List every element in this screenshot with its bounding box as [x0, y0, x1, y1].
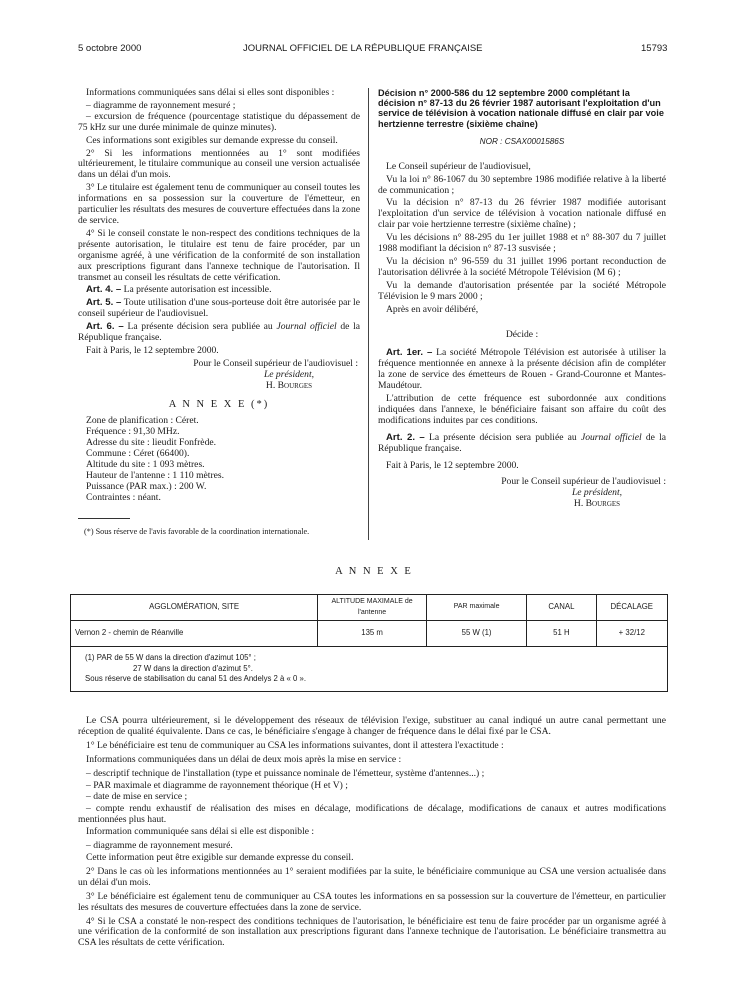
signature-role: Le président,: [263, 368, 315, 380]
article-text: La présente décision sera publiée au: [127, 321, 273, 333]
annex-line: Zone de planification : Céret.: [86, 415, 199, 427]
article-6: [78, 322, 360, 344]
annex-2-title: A N N E X E: [335, 566, 413, 577]
table-notes-row: [71, 647, 668, 692]
footnote-rule: [78, 518, 130, 519]
annex-line: Fréquence : 91,30 MHz.: [86, 426, 180, 438]
paragraph: – compte rendu exhaustif de réalisation des mises en décalage, modifications de décalage, modifications de canaux et autres modifications mentionnées plus haut.: [78, 803, 666, 826]
article-text: de la République française.: [78, 321, 360, 344]
column-header: PAR maximale: [426, 595, 526, 621]
table-cell: 55 W (1): [426, 621, 526, 647]
article-5: [78, 298, 360, 320]
table-note: 27 W dans la direction d'azimut 5°.: [133, 663, 253, 673]
article-label: Art. 1er. –: [386, 347, 433, 359]
annex-line: Commune : Céret (66400).: [86, 448, 190, 460]
signature-name: H. Bourges: [265, 379, 313, 391]
table-note: Sous réserve de stabilisation du canal 51 des Andelys 2 à « 0 ».: [85, 674, 307, 683]
nor-reference: NOR : CSAX0001586S: [479, 136, 565, 146]
header-page-number: 15793: [641, 43, 668, 54]
decide-heading: Décide :: [505, 328, 539, 340]
signature-role: Le président,: [571, 487, 623, 499]
paragraph: – descriptif technique de l'installation (type et puissance nominale de l'émetteur, système d'antennes...) ;: [86, 767, 485, 779]
right-column: [378, 88, 666, 510]
paragraph: 2° Si les informations mentionnées au 1° sont modifiées ultérieurement, le titulaire communique au conseil une version actualisée dans un délai d'un mois.: [78, 147, 360, 181]
annex-line: Altitude du site : 1 093 mètres.: [86, 459, 205, 471]
column-header: DÉCALAGE: [596, 595, 667, 621]
paragraph: 3° Le titulaire est également tenu de communiquer au conseil toutes les informations en sa possession sur la couverture de l'émetteur, en particulier les résultats des mesures de couverture effectuées dans la zone de service.: [78, 182, 360, 226]
table-header-row: [71, 595, 668, 621]
article-2: [378, 433, 666, 455]
article-label: Art. 5. –: [86, 297, 122, 309]
paragraph: Ces informations sont exigibles sur demande expresse du conseil.: [86, 134, 338, 146]
decision-title: Décision n° 2000-586 du 12 septembre 2000 complétant la décision n° 87-13 du 26 février 1987 autorisant l'exploitation d'un service de télévision à vocation nationale diffusé en clair par voie hertzienne terrestre (sixième chaîne): [378, 88, 664, 129]
article-text: La présente autorisation est incessible.: [123, 284, 272, 296]
header-date: 5 octobre 2000: [78, 43, 142, 54]
journal-officiel-italic: Journal officiel: [580, 431, 642, 443]
table-cell: Vernon 2 - chemin de Réanville: [71, 621, 318, 647]
article-text: Toute utilisation d'une sous-porteuse doit être autorisée par le conseil supérieur de l'audiovisuel.: [78, 297, 360, 320]
signature-name: H. Bourges: [573, 498, 621, 510]
annex-line: Puissance (PAR max.) : 200 W.: [86, 480, 207, 492]
recital: Le Conseil supérieur de l'audiovisuel,: [386, 160, 531, 172]
annex-line: Contraintes : néant.: [86, 491, 161, 503]
article-1: [378, 348, 666, 392]
paragraph: 3° Le bénéficiaire est également tenu de communiquer au CSA toutes les informations en sa possession sur la couverture de l'émetteur, en particulier les résultats des mesures de couverture effectuées dans la zone de service.: [78, 890, 666, 913]
annex-details: [78, 416, 360, 503]
paragraph: 4° Si le CSA a constaté le non-respect des conditions techniques de l'autorisation, le bénéficiaire est tenu de faire procéder par un organisme agréé à une vérification de la conformité de son installation aux prescriptions figurant dans l'annexe technique de l'autorisation. Le bénéficiaire transmettra au CSA les résultats de cette vérification.: [78, 915, 666, 949]
paragraph: Information communiquée sans délai si elle est disponible :: [86, 826, 315, 838]
paragraph: Cette information peut être exigible sur demande expresse du conseil.: [86, 851, 354, 863]
article-label: Art. 2. –: [386, 431, 425, 443]
paragraph: – PAR maximale et diagramme de rayonnement théorique (H et V) ;: [86, 779, 348, 791]
list-item: – excursion de fréquence (pourcentage statistique du dépassement de 75 kHz sur une durée minimale de quinze minutes).: [78, 110, 360, 133]
recital: Vu les décisions n° 88-295 du 1er juillet 1988 et n° 88-307 du 7 juillet 1988 modifiant la décision n° 87-13 susvisée ;: [378, 232, 666, 255]
recital: Vu la décision n° 87-13 du 26 février 1987 modifiée autorisant l'exploitation d'un service de télévision à vocation nationale diffusé en clair par voie hertzienne terrestre (sixième chaîne) ;: [378, 197, 666, 231]
bottom-text: [78, 716, 666, 952]
paragraph: – diagramme de rayonnement mesuré.: [86, 840, 233, 852]
paragraph: Le CSA pourra ultérieurement, si le développement des réseaux de télévision l'exige, substituer au canal indiqué un autre canal permettant une réception de qualité équivalente. Dans ce cas, le bénéficiaire s'engage à changer de fréquence dans le délai fixé par le CSA.: [78, 715, 666, 737]
fait-a-paris: Fait à Paris, le 12 septembre 2000.: [386, 459, 519, 471]
paragraph: Informations communiquées sans délai si elles sont disponibles :: [86, 87, 335, 98]
paragraph: L'attribution de cette fréquence est subordonnée aux conditions indiquées dans l'annexe, le bénéficiaire faisant son affaire du coût des modifications induites par ces conditions.: [378, 393, 666, 426]
table-cell: + 32/12: [596, 621, 667, 647]
recital: Après en avoir délibéré,: [386, 303, 479, 315]
column-header: AGGLOMÉRATION, SITE: [71, 595, 318, 621]
table-notes: [71, 647, 668, 692]
header-journal: JOURNAL OFFICIEL DE LA RÉPUBLIQUE FRANÇAISE: [243, 43, 483, 54]
paragraph: 1° Le bénéficiaire est tenu de communiquer au CSA les informations suivantes, dont il attestera l'exactitude :: [86, 739, 504, 751]
left-column: [78, 88, 360, 504]
annex-line: Adresse du site : lieudit Fonfrède.: [86, 437, 217, 449]
article-text: de la République française.: [378, 431, 666, 454]
fait-a-paris: Fait à Paris, le 12 septembre 2000.: [86, 344, 219, 356]
paragraph: 2° Dans le cas où les informations mentionnées au 1° seraient modifiées par la suite, le bénéficiaire communique au CSA une version actualisée dans un délai d'un mois.: [78, 865, 666, 888]
table-cell: 135 m: [318, 621, 427, 647]
list-item: – diagramme de rayonnement mesuré ;: [86, 99, 236, 111]
article-4: [78, 285, 360, 296]
signature-line: Pour le Conseil supérieur de l'audiovisuel :: [193, 357, 358, 369]
article-label: Art. 6. –: [86, 321, 124, 333]
paragraph: 4° Si le conseil constate le non-respect des conditions techniques de la présente autorisation, le titulaire est tenu de faire procéder, par un organisme agréé, à une vérification de la conformité de son installation aux prescriptions figurant dans l'annexe technique de l'autorisation. Il transmet au conseil les résultats de cette vérification.: [78, 227, 360, 283]
journal-officiel-italic: Journal officiel: [276, 321, 337, 333]
paragraph: – date de mise en service ;: [86, 791, 188, 803]
column-separator: [368, 88, 369, 540]
table-row: [71, 621, 668, 647]
table-cell: 51 H: [527, 621, 596, 647]
annex-title: A N N E X E (*): [168, 398, 270, 410]
footnote: (*) Sous réserve de l'avis favorable de la coordination internationale.: [84, 527, 310, 536]
annex-line: Hauteur de l'antenne : 1 110 mètres.: [86, 470, 225, 481]
column-header: CANAL: [527, 595, 596, 621]
article-text: La présente décision sera publiée au: [428, 431, 577, 443]
recitals: [378, 162, 666, 316]
annex-table: [70, 594, 668, 692]
article-text: La société Métropole Télévision est autorisée à utiliser la fréquence mentionnée en annexe à la présente décision afin de compléter la zone de service des émetteurs de Rouen - Grand-Couronne et Mantes-Maudétour.: [378, 347, 666, 392]
paragraph: Informations communiquées dans un délai de deux mois après la mise en service :: [86, 753, 402, 765]
article-label: Art. 4. –: [86, 284, 122, 296]
recital: Vu la loi n° 86-1067 du 30 septembre 1986 modifiée relative à la liberté de communication ;: [378, 173, 666, 196]
table-note: (1) PAR de 55 W dans la direction d'azimut 105° ;: [85, 653, 256, 662]
column-header: ALTITUDE MAXIMALE de l'antenne: [318, 595, 427, 621]
signature-line: Pour le Conseil supérieur de l'audiovisuel :: [501, 476, 666, 488]
recital: Vu la demande d'autorisation présentée par la société Métropole Télévision le 9 mars 2000 ;: [378, 279, 666, 302]
recital: Vu la décision n° 96-559 du 31 juillet 1996 portant reconduction de l'autorisation délivrée à la société Métropole Télévision (M 6) ;: [378, 255, 666, 278]
